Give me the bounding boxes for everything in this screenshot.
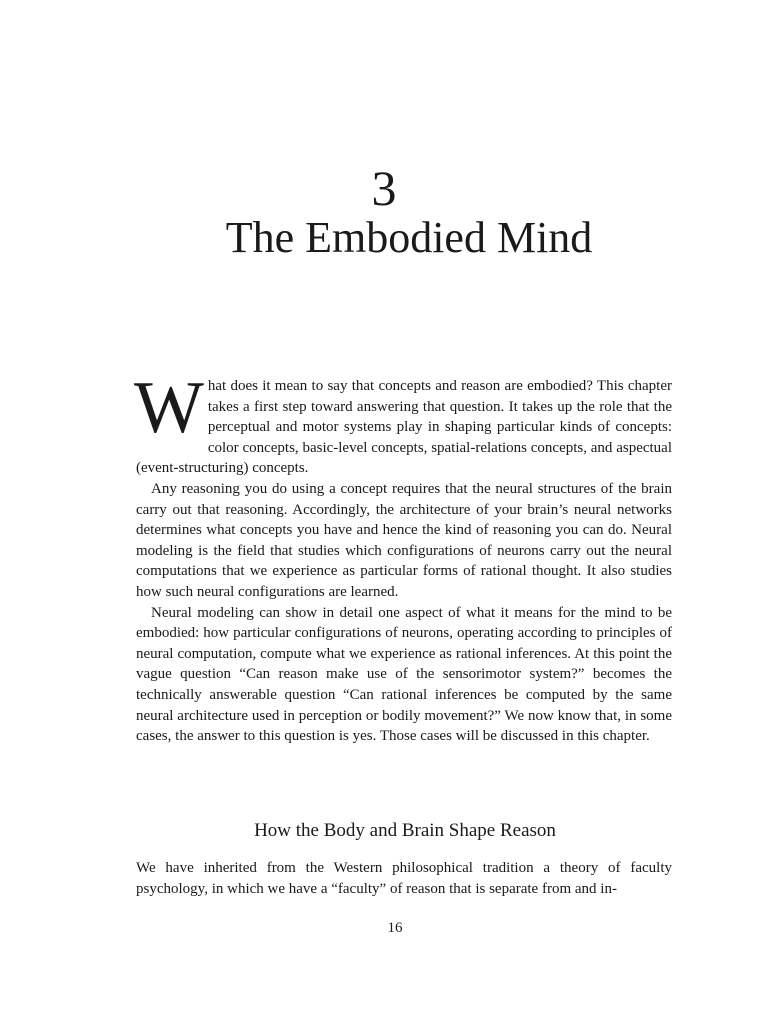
first-paragraph — [134, 367, 672, 479]
section-paragraph: We have inherited from the Western philosophical tradition a theory of faculty psychology, in which we have a “faculty” of reason that is separate from and in- — [136, 860, 672, 897]
chapter-title: The Embodied Mind — [225, 213, 593, 262]
first-paragraph-text: hat does it mean to say that concepts and reason are embodied? This chapter takes a first step toward answering that question. It takes up the role that the perceptual and motor systems play in shaping particular kinds of concepts: color concepts, basic-level concepts, spatial-relations concepts, and aspectual (event-structuring) concepts. — [136, 378, 672, 477]
drop-cap: W — [134, 367, 204, 449]
chapter-body — [134, 367, 672, 747]
paragraph: Neural modeling can show in detail one aspect of what it means for the mind to be embodied: how particular configurations of neurons, operating according to principles of neural computation, compute what we experience as rational inferences. At this point the vague question “Can reason make use of the sensorimotor system?” becomes the technically answerable question “Can rational inferences be computed by the same neural architecture used in perception or bodily movement?” We now know that, in some cases, the answer to this question is yes. Those cases will be discussed in this chapter. — [136, 604, 672, 745]
page-number: 16 — [387, 920, 403, 936]
section-heading: How the Body and Brain Shape Reason — [254, 820, 556, 841]
chapter-number: 3 — [371, 160, 397, 216]
paragraph: Any reasoning you do using a concept requires that the neural structures of the brain carry out that reasoning. Accordingly, the architecture of your brain’s neural networks determines what concepts you have and hence the kind of reasoning you can do. Neural modeling is the field that studies which configurations of neurons carry out the neural computations that we experience as particular forms of rational thought. It also studies how such neural configurations are learned. — [136, 480, 672, 600]
